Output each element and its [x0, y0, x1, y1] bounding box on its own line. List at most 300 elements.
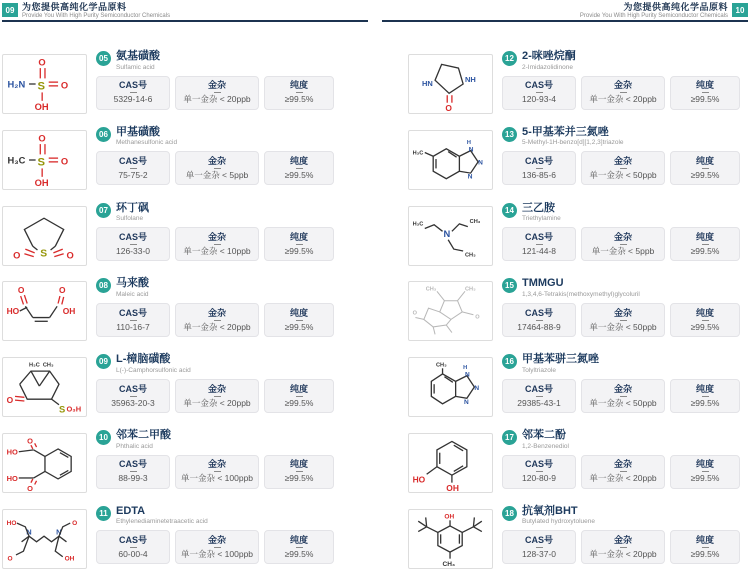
- entry-head: [502, 277, 745, 298]
- svg-text:O: O: [475, 314, 480, 321]
- label-dash: [214, 92, 221, 93]
- structure-sulfamic-acid: [2, 54, 87, 114]
- metal-value: 单一金杂 < 50ppb: [589, 170, 657, 181]
- metal-value: 单一金杂 < 20ppb: [589, 473, 657, 484]
- cas-box: [502, 151, 576, 185]
- chemical-name-en: Phthalic acid: [116, 442, 153, 450]
- chemical-name-cn: 氨基磺酸: [116, 50, 160, 62]
- cas-label: CAS号: [118, 535, 147, 546]
- chemical-entry-17: [408, 427, 745, 503]
- svg-text:OH: OH: [64, 555, 75, 563]
- entry-content: [502, 202, 745, 262]
- entry-names: [116, 429, 171, 450]
- metal-label: 金杂: [613, 80, 632, 91]
- svg-text:S: S: [37, 80, 45, 93]
- metal-label: 金杂: [207, 156, 226, 167]
- entry-head: [502, 429, 745, 450]
- entry-number-badge: 17: [502, 430, 517, 445]
- label-dash: [620, 92, 627, 93]
- chemical-name-en: Triethylamine: [522, 215, 561, 223]
- label-dash: [536, 168, 543, 169]
- label-dash: [536, 92, 543, 93]
- spec-boxes: [96, 455, 367, 489]
- label-dash: [702, 471, 709, 472]
- header-title-cn: 为您提供高纯化学品原料: [22, 2, 127, 12]
- purity-label: 纯度: [695, 459, 714, 470]
- structure-sulfolane: [2, 206, 87, 266]
- entry-names: [116, 353, 191, 374]
- label-dash: [296, 244, 303, 245]
- label-dash: [130, 471, 137, 472]
- cas-box: [96, 227, 170, 261]
- molecule-drawing: [409, 510, 492, 568]
- label-dash: [214, 244, 221, 245]
- chemical-name-cn: 邻苯二酚: [522, 428, 566, 441]
- header-title-en: Provide You With High Purity Semiconductor Chemicals: [579, 12, 728, 19]
- label-dash: [214, 396, 221, 397]
- chemical-entry-14: [408, 200, 745, 276]
- metal-impurity-box: [175, 227, 259, 261]
- purity-value: ≥99.5%: [690, 397, 720, 408]
- metal-value: 单一金杂 < 5ppb: [591, 245, 655, 256]
- svg-text:O: O: [59, 285, 66, 296]
- entry-names: [522, 277, 640, 298]
- entries-column-left: [2, 48, 367, 579]
- entry-content: [502, 50, 745, 110]
- svg-text:O: O: [445, 103, 452, 114]
- label-dash: [702, 547, 709, 548]
- entry-names: [522, 50, 576, 71]
- svg-text:OH: OH: [62, 306, 76, 317]
- svg-text:CH₃: CH₃: [469, 218, 481, 225]
- purity-label: 纯度: [695, 307, 714, 318]
- spec-boxes: [96, 303, 367, 337]
- label-dash: [130, 547, 137, 548]
- cas-value: 126-33-0: [115, 245, 151, 256]
- purity-box: [670, 303, 740, 337]
- metal-impurity-box: [581, 530, 665, 564]
- svg-text:OH: OH: [34, 177, 49, 188]
- entry-content: [96, 202, 367, 262]
- molecule-drawing: [3, 131, 86, 189]
- label-dash: [130, 92, 137, 93]
- svg-text:HO: HO: [6, 519, 17, 527]
- svg-text:O: O: [13, 250, 21, 261]
- page-number-badge: 10: [732, 3, 748, 17]
- chemical-name-cn: 抗氧剂BHT: [522, 504, 578, 517]
- label-dash: [296, 396, 303, 397]
- entry-content: [502, 353, 745, 413]
- chemical-entry-11: [2, 503, 367, 579]
- cas-label: CAS号: [524, 383, 553, 394]
- cas-label: CAS号: [118, 231, 147, 242]
- metal-impurity-box: [175, 303, 259, 337]
- metal-label: 金杂: [207, 307, 226, 318]
- structure-maleic-acid: [2, 281, 87, 341]
- metal-impurity-box: [581, 303, 665, 337]
- svg-text:S: S: [37, 156, 45, 169]
- purity-label: 纯度: [695, 231, 714, 242]
- metal-label: 金杂: [207, 231, 226, 242]
- page-10: [375, 0, 750, 568]
- svg-text:CH₃: CH₃: [436, 362, 447, 369]
- entry-head: [96, 277, 367, 298]
- cas-label: CAS号: [118, 307, 147, 318]
- metal-impurity-box: [581, 76, 665, 110]
- entry-names: [522, 505, 595, 526]
- cas-value: 120-80-9: [521, 473, 557, 484]
- label-dash: [296, 471, 303, 472]
- chemical-name-en: Sulfolane: [116, 215, 144, 223]
- metal-label: 金杂: [207, 80, 226, 91]
- label-dash: [620, 396, 627, 397]
- svg-text:HO: HO: [412, 474, 426, 485]
- page-09: [0, 0, 375, 562]
- metal-value: 单一金杂 < 100ppb: [180, 473, 254, 484]
- entry-head: [502, 353, 745, 374]
- metal-label: 金杂: [207, 459, 226, 470]
- entry-names: [522, 429, 569, 450]
- entry-head: [96, 50, 367, 71]
- label-dash: [296, 320, 303, 321]
- metal-impurity-box: [581, 379, 665, 413]
- cas-box: [96, 530, 170, 564]
- header-rule: [2, 20, 368, 22]
- svg-text:O: O: [60, 156, 69, 167]
- chemical-name-cn: TMMGU: [522, 277, 564, 290]
- entry-content: [96, 277, 367, 337]
- label-dash: [130, 320, 137, 321]
- entry-number-badge: 06: [96, 127, 111, 142]
- label-dash: [214, 168, 221, 169]
- metal-value: 单一金杂 < 5ppb: [185, 170, 249, 181]
- header-titles: [580, 3, 728, 20]
- chemical-name-en: Ethylenediaminetetraacetic acid: [116, 518, 208, 526]
- cas-label: CAS号: [118, 383, 147, 394]
- purity-box: [264, 151, 334, 185]
- entry-names: [116, 505, 208, 526]
- chemical-name-en: Maleic acid: [116, 291, 149, 299]
- entry-content: [96, 126, 367, 186]
- entry-content: [502, 277, 745, 337]
- cas-label: CAS号: [524, 307, 553, 318]
- chemical-name-cn: 三乙胺: [522, 201, 555, 214]
- cas-value: 35963-20-3: [111, 397, 155, 408]
- svg-text:O₃H: O₃H: [66, 404, 82, 414]
- chemical-name-en: 1,3,4,6-Tetrakis(methoxymethyl)glycoluril: [522, 291, 640, 299]
- label-dash: [620, 320, 627, 321]
- label-dash: [296, 168, 303, 169]
- metal-value: 单一金杂 < 50ppb: [589, 397, 657, 408]
- cas-value: 60-00-4: [118, 549, 148, 560]
- svg-text:HO: HO: [6, 447, 18, 457]
- cas-label: CAS号: [524, 156, 553, 167]
- entry-content: [502, 429, 745, 489]
- svg-text:N: N: [443, 228, 451, 239]
- page-number-badge: 09: [2, 3, 18, 17]
- chemical-name-cn: 5-甲基苯并三氮唑: [522, 125, 609, 138]
- purity-value: ≥99.5%: [284, 473, 314, 484]
- label-dash: [536, 244, 543, 245]
- spec-boxes: [502, 455, 745, 489]
- cas-box: [96, 455, 170, 489]
- chemical-entry-18: [408, 503, 745, 579]
- chemical-entry-07: [2, 200, 367, 276]
- structure-bht: [408, 509, 493, 569]
- entry-number-badge: 12: [502, 51, 517, 66]
- svg-text:CH₃: CH₃: [465, 286, 476, 293]
- entry-number-badge: 15: [502, 278, 517, 293]
- entry-number-badge: 18: [502, 506, 517, 521]
- purity-value: ≥99.5%: [284, 397, 314, 408]
- metal-value: 单一金杂 < 20ppb: [183, 321, 251, 332]
- svg-text:N: N: [468, 146, 474, 154]
- entries-column-right: [408, 48, 745, 579]
- spec-boxes: [96, 379, 367, 413]
- metal-value: 单一金杂 < 10ppb: [183, 245, 251, 256]
- structure-phthalic-acid: [2, 433, 87, 493]
- spec-boxes: [96, 530, 367, 564]
- page-header: [580, 3, 748, 20]
- entry-names: [522, 126, 624, 147]
- metal-label: 金杂: [613, 307, 632, 318]
- label-dash: [620, 244, 627, 245]
- entry-number-badge: 07: [96, 203, 111, 218]
- cas-label: CAS号: [524, 80, 553, 91]
- entry-head: [96, 353, 367, 374]
- purity-box: [264, 455, 334, 489]
- header-titles: [22, 3, 170, 20]
- svg-text:S: S: [40, 248, 48, 260]
- metal-value: 单一金杂 < 20ppb: [183, 94, 251, 105]
- chemical-name-en: Methanesulfonic acid: [116, 139, 178, 147]
- purity-box: [264, 303, 334, 337]
- label-dash: [130, 168, 137, 169]
- metal-value: 单一金杂 < 20ppb: [589, 549, 657, 560]
- metal-label: 金杂: [613, 231, 632, 242]
- svg-text:HO: HO: [6, 473, 18, 483]
- spec-boxes: [502, 227, 745, 261]
- chemical-entry-08: [2, 275, 367, 351]
- chemical-name-cn: 环丁砜: [116, 201, 149, 214]
- entry-content: [502, 126, 745, 186]
- svg-text:H: H: [463, 365, 468, 372]
- purity-label: 纯度: [289, 383, 308, 394]
- molecule-drawing: [3, 55, 86, 113]
- svg-text:CH₃: CH₃: [425, 286, 437, 293]
- svg-text:O: O: [6, 395, 14, 406]
- metal-impurity-box: [581, 151, 665, 185]
- svg-text:N: N: [474, 384, 480, 392]
- cas-label: CAS号: [118, 459, 147, 470]
- spec-boxes: [96, 227, 367, 261]
- entry-number-badge: 10: [96, 430, 111, 445]
- structure-edta: [2, 509, 87, 569]
- molecule-drawing: [409, 434, 492, 492]
- entry-number-badge: 13: [502, 127, 517, 142]
- svg-text:O: O: [17, 285, 25, 296]
- label-dash: [620, 471, 627, 472]
- molecule-drawing: [3, 207, 86, 265]
- entry-names: [522, 202, 561, 223]
- metal-label: 金杂: [613, 459, 632, 470]
- purity-label: 纯度: [289, 535, 308, 546]
- purity-value: ≥99.5%: [284, 321, 314, 332]
- svg-text:HO: HO: [6, 306, 20, 317]
- entry-names: [116, 126, 177, 147]
- structure-camphorsulfonic-acid: [2, 357, 87, 417]
- svg-text:O: O: [27, 436, 34, 446]
- entry-number-badge: 08: [96, 278, 111, 293]
- header-title-cn: 为您提供高纯化学品原料: [623, 2, 728, 12]
- purity-label: 纯度: [289, 307, 308, 318]
- molecule-drawing: [409, 131, 492, 189]
- label-dash: [536, 396, 543, 397]
- structure-5-methylbenzotriazole: [408, 130, 493, 190]
- molecule-drawing: [3, 434, 86, 492]
- purity-label: 纯度: [695, 383, 714, 394]
- cas-box: [502, 76, 576, 110]
- entry-number-badge: 16: [502, 354, 517, 369]
- label-dash: [536, 471, 543, 472]
- spec-boxes: [502, 76, 745, 110]
- cas-label: CAS号: [118, 80, 147, 91]
- chemical-name-cn: 甲基苯骈三氮唑: [522, 353, 599, 366]
- svg-text:OH: OH: [446, 483, 459, 494]
- structure-2-imidazolidinone: [408, 54, 493, 114]
- purity-label: 纯度: [695, 156, 714, 167]
- cas-box: [502, 303, 576, 337]
- entry-content: [96, 429, 367, 489]
- metal-impurity-box: [175, 76, 259, 110]
- svg-text:H: H: [466, 139, 471, 146]
- chemical-name-cn: 2-咪唑烷酮: [522, 50, 576, 62]
- metal-label: 金杂: [613, 383, 632, 394]
- label-dash: [214, 320, 221, 321]
- spec-boxes: [502, 530, 745, 564]
- spec-boxes: [502, 303, 745, 337]
- metal-value: 单一金杂 < 50ppb: [589, 321, 657, 332]
- svg-text:H₂N: H₂N: [7, 79, 26, 90]
- label-dash: [702, 320, 709, 321]
- purity-box: [264, 379, 334, 413]
- metal-impurity-box: [175, 151, 259, 185]
- chemical-name-cn: 马来酸: [116, 277, 149, 290]
- purity-value: ≥99.5%: [690, 321, 720, 332]
- label-dash: [702, 244, 709, 245]
- purity-label: 纯度: [695, 535, 714, 546]
- purity-value: ≥99.5%: [284, 245, 314, 256]
- label-dash: [130, 396, 137, 397]
- label-dash: [296, 547, 303, 548]
- entry-number-badge: 14: [502, 203, 517, 218]
- chemical-name-cn: L-樟脑磺酸: [116, 353, 171, 366]
- label-dash: [702, 168, 709, 169]
- cas-label: CAS号: [524, 459, 553, 470]
- svg-text:O: O: [7, 555, 13, 563]
- cas-value: 136-85-6: [521, 170, 557, 181]
- entry-names: [116, 202, 149, 223]
- purity-label: 纯度: [289, 156, 308, 167]
- chemical-entry-16: [408, 351, 745, 427]
- svg-text:HN: HN: [421, 78, 433, 88]
- purity-label: 纯度: [695, 80, 714, 91]
- purity-box: [670, 455, 740, 489]
- label-dash: [620, 547, 627, 548]
- purity-box: [670, 530, 740, 564]
- purity-box: [264, 76, 334, 110]
- purity-value: ≥99.5%: [690, 549, 720, 560]
- entry-head: [502, 126, 745, 147]
- cas-value: 29385-43-1: [517, 397, 561, 408]
- svg-text:N: N: [26, 527, 32, 537]
- molecule-drawing: [409, 55, 492, 113]
- label-dash: [214, 471, 221, 472]
- molecule-drawing: [3, 358, 86, 416]
- cas-label: CAS号: [118, 156, 147, 167]
- chemical-name-en: 5-Methyl-1H-benzo[d][1,2,3]triazole: [522, 139, 624, 147]
- purity-value: ≥99.5%: [690, 170, 720, 181]
- purity-label: 纯度: [289, 231, 308, 242]
- label-dash: [130, 244, 137, 245]
- purity-value: ≥99.5%: [284, 549, 314, 560]
- svg-text:O: O: [66, 250, 74, 261]
- entry-head: [502, 202, 745, 223]
- purity-value: ≥99.5%: [284, 170, 314, 181]
- molecule-drawing: [3, 282, 86, 340]
- metal-label: 金杂: [207, 383, 226, 394]
- cas-box: [96, 379, 170, 413]
- svg-text:H₃C CH₃: H₃C CH₃: [29, 362, 54, 369]
- purity-value: ≥99.5%: [284, 94, 314, 105]
- metal-impurity-box: [175, 455, 259, 489]
- cas-box: [502, 227, 576, 261]
- entry-names: [116, 277, 149, 298]
- entry-names: [522, 353, 599, 374]
- molecule-drawing: [409, 207, 492, 265]
- metal-value: 单一金杂 < 20ppb: [589, 94, 657, 105]
- molecule-drawing: [3, 510, 86, 568]
- chemical-entry-09: [2, 351, 367, 427]
- chemical-entry-05: [2, 48, 367, 124]
- chemical-entry-15: [408, 275, 745, 351]
- purity-value: ≥99.5%: [690, 94, 720, 105]
- cas-label: CAS号: [524, 231, 553, 242]
- svg-text:N: N: [464, 399, 469, 407]
- entry-content: [96, 505, 367, 565]
- chemical-entry-10: [2, 427, 367, 503]
- metal-impurity-box: [175, 530, 259, 564]
- purity-box: [670, 379, 740, 413]
- entry-content: [502, 505, 745, 565]
- metal-impurity-box: [175, 379, 259, 413]
- svg-text:N: N: [465, 371, 470, 379]
- cas-box: [96, 76, 170, 110]
- chemical-name-en: Sulfamic acid: [116, 63, 155, 71]
- spec-boxes: [96, 76, 367, 110]
- purity-box: [264, 227, 334, 261]
- entry-head: [502, 50, 745, 71]
- entry-number-badge: 05: [96, 51, 111, 66]
- purity-label: 纯度: [289, 459, 308, 470]
- spec-boxes: [502, 151, 745, 185]
- svg-text:O: O: [38, 133, 46, 144]
- chemical-entry-13: [408, 124, 745, 200]
- label-dash: [620, 168, 627, 169]
- label-dash: [536, 320, 543, 321]
- chemical-name-en: Butylated hydroxytoluene: [522, 518, 595, 526]
- entry-head: [96, 505, 367, 526]
